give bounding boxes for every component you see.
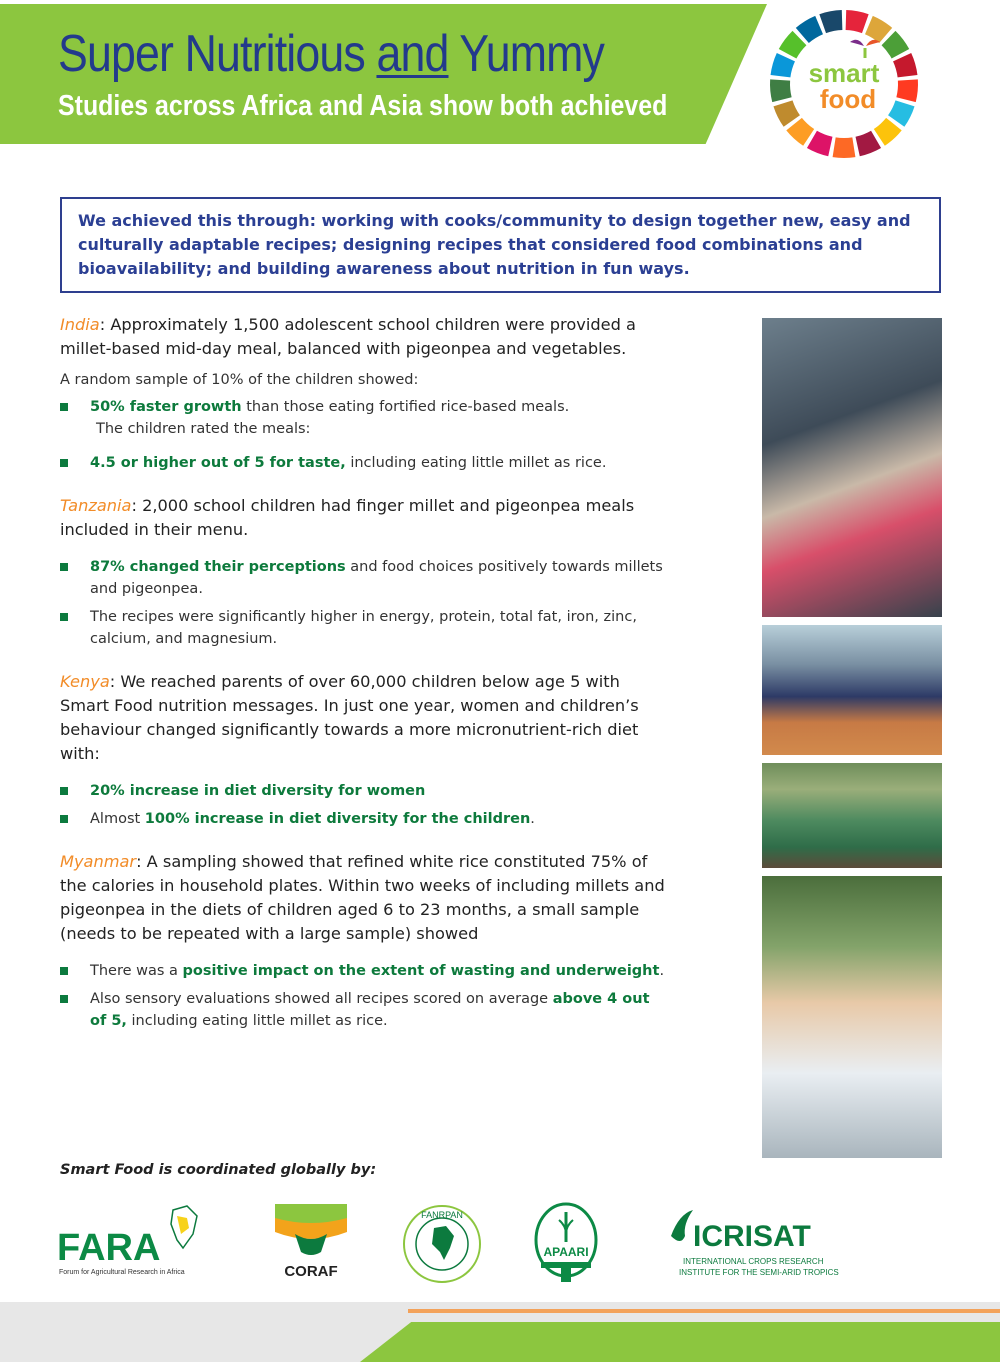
logo-ring-segment [770,79,792,102]
svg-text:Forum for Agricultural Researc: Forum for Agricultural Research in Africa [59,1269,185,1276]
myanmar-bullets [60,960,670,1032]
list-item: There was a positive impact on the extent of wasting and underweight. [60,960,670,982]
list-item: 4.5 or higher out of 5 for taste, including eating little millet as rice. [60,452,670,474]
svg-text:INSTITUTE FOR THE SEMI-ARID TR: INSTITUTE FOR THE SEMI-ARID TROPICS [679,1268,839,1277]
photo-child-eating [762,876,942,1158]
list-item: 20% increase in diet diversity for women [60,780,670,802]
svg-text:INTERNATIONAL CROPS RESEARCH: INTERNATIONAL CROPS RESEARCH [683,1257,824,1266]
logo-ring-segment [807,131,833,157]
coraf-logo [275,1204,347,1280]
coordination-label: Smart Food is coordinated globally by: [60,1162,377,1178]
logo-ring-segment [771,53,795,77]
myanmar-lead: Myanmar: A sampling showed that refined white rice constituted 75% of the calories in household plates. Within two weeks of including millets and pigeonpea in the diets of children aged 6 to 23 months, a small sample (needs to be repeated with a large sample) showed [60,852,665,943]
india-bullets [60,396,670,474]
photo-child-measurement [762,318,942,617]
logo-ring-segment [856,131,882,157]
page-title: Super Nutritious and Yummy [58,25,605,83]
apaari-logo [533,1200,599,1286]
kenya-section [60,670,670,830]
tanzania-section [60,494,670,650]
photo-women-cooking [762,763,942,868]
main-content [60,313,670,1038]
kenya-bullets [60,780,670,830]
list-item: Almost 100% increase in diet diversity for the children. [60,808,670,830]
india-section [60,313,670,474]
kenya-lead: Kenya: We reached parents of over 60,000 children below age 5 with Smart Food nutrition messages. In just one year, women and children’s behaviour changed significantly towards a more micronutrient-rich diet with: [60,672,639,763]
logo-ring-segment [874,118,902,146]
logo-ring-segment [819,10,842,33]
footer-accent-line [408,1309,1000,1313]
footer-green-band [360,1322,1000,1362]
svg-text:smart: smart [808,58,880,88]
icrisat-logo [667,1206,842,1280]
fanrpan-logo [400,1202,484,1286]
approach-callout: We achieved this through: working with cooks/community to design together new, easy and culturally adaptable recipes; designing recipes that considered food combinations and bioavailability; and building awareness about nutrition in fun ways. [60,197,941,293]
partner-logos [55,1200,855,1290]
svg-text:CORAF: CORAF [284,1263,338,1280]
logo-ring-segment [786,118,814,146]
list-item: Also sensory evaluations showed all recipes scored on average above 4 out of 5, including eating little millet as rice. [60,988,670,1032]
logo-ring-segment [846,10,869,33]
india-lead: India: Approximately 1,500 adolescent school children were provided a millet-based mid-day meal, balanced with pigeonpea and vegetables. [60,315,636,358]
list-item: 87% changed their perceptions and food choices positively towards millets and pigeonpea. [60,556,670,600]
tanzania-bullets [60,556,670,650]
svg-text:FARA: FARA [57,1227,161,1269]
svg-text:ICRISAT: ICRISAT [693,1220,811,1253]
tanzania-lead: Tanzania: 2,000 school children had finger millet and pigeonpea meals included in their menu. [60,496,635,539]
list-item: The recipes were significantly higher in energy, protein, total fat, iron, zinc, calcium, and magnesium. [60,606,670,650]
page-subtitle: Studies across Africa and Asia show both achieved [58,90,668,122]
india-note: A random sample of 10% of the children showed: [60,372,419,388]
logo-ring-segment [833,137,856,158]
photo-school-meal-queue [762,625,942,755]
logo-ring-segment [893,53,917,77]
svg-text:FANRPAN: FANRPAN [421,1210,463,1220]
smart-food-logo [768,8,920,160]
svg-text:APAARI: APAARI [543,1245,589,1259]
fara-logo [55,1202,205,1282]
myanmar-section [60,850,670,1032]
svg-text:food: food [819,84,877,114]
logo-ring-segment [896,79,918,102]
list-item: 50% faster growth than those eating fortified rice-based meals. The children rated the meals: [60,396,670,440]
